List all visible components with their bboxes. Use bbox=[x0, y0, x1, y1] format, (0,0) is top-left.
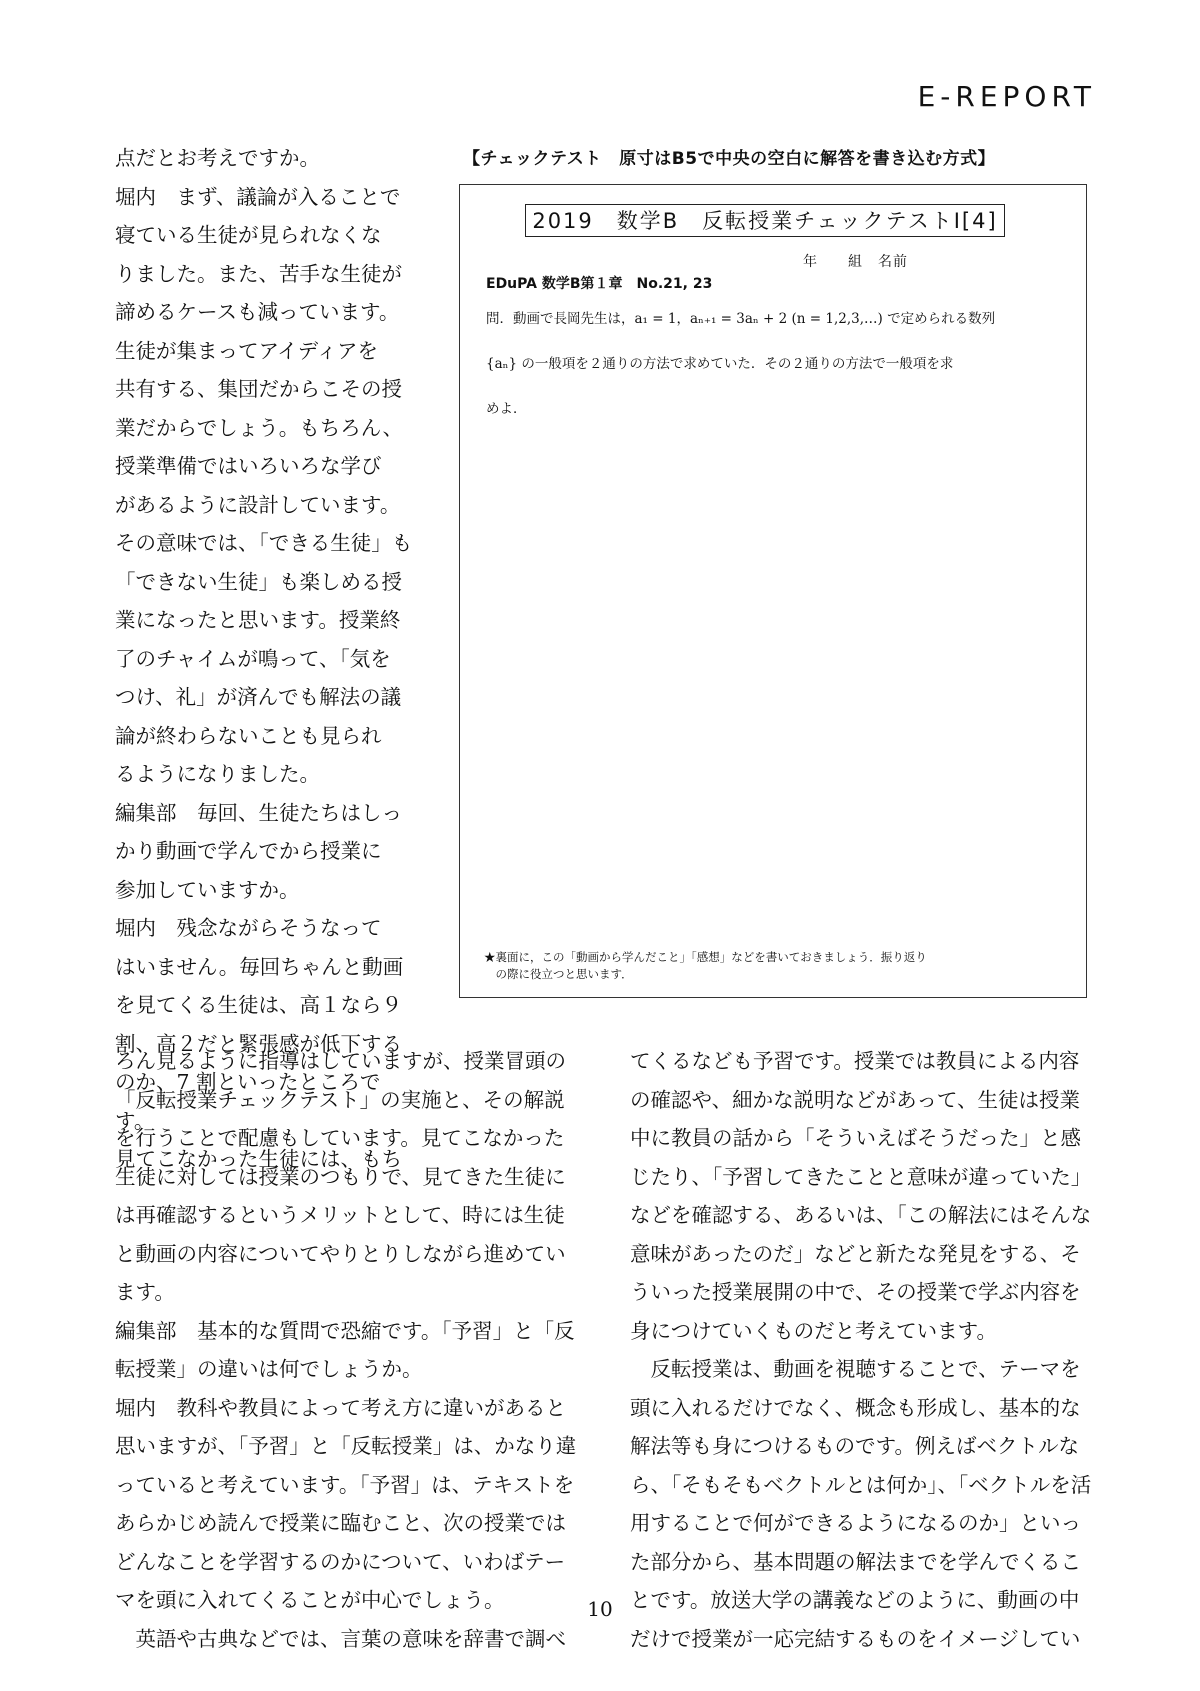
text-line: じたり、「予習してきたことと意味が違っていた」 bbox=[630, 1164, 1092, 1189]
text-line: 寝ている生徒が見られなくな bbox=[115, 223, 382, 247]
text-line: っていると考えています。「予習」は、テキストを bbox=[115, 1472, 575, 1497]
header-title: E-REPORT bbox=[917, 80, 1096, 113]
text-line: 「反転授業チェックテスト」の実施と、その解説 bbox=[115, 1087, 565, 1112]
text-line: 堀内 残念ながらそうなって bbox=[115, 916, 382, 940]
text-line: てくるなども予習です。授業では教員による内容 bbox=[630, 1049, 1080, 1073]
left-column bbox=[115, 139, 415, 1179]
text-line: を行うことで配慮もしています。見てこなかった bbox=[115, 1126, 565, 1150]
text-line: とです。放送大学の講義などのように、動画の中 bbox=[630, 1588, 1080, 1612]
note-line: の際に役立つと思います． bbox=[484, 967, 633, 981]
text-line: 了のチャイムが鳴って、「気を bbox=[115, 646, 391, 671]
text-line: 用することで何ができるようになるのか」といっ bbox=[630, 1511, 1081, 1535]
text-line: ら、「そもそもベクトルとは何か」、「ベクトルを活 bbox=[630, 1472, 1092, 1497]
text-line: 転授業」の違いは何でしょうか。 bbox=[115, 1357, 423, 1381]
text-line: 授業準備ではいろいろな学び bbox=[115, 454, 382, 478]
text-line: などを確認する、あるいは、「この解法にはそんな bbox=[630, 1203, 1092, 1227]
text-line: 割、高２だと緊張感が低下する bbox=[115, 1031, 402, 1056]
text-line: 編集部 毎回、生徒たちはしっ bbox=[115, 800, 402, 825]
text-line: 業だからでしょう。もちろん、 bbox=[115, 415, 404, 440]
text-line: 身につけていくものだと考えています。 bbox=[630, 1318, 997, 1343]
text-line: 点だとお考えですか。 bbox=[115, 146, 320, 170]
text-line: 生徒に対しては授業のつもりで、見てきた生徒に bbox=[115, 1164, 566, 1189]
text-line: た部分から、基本問題の解法までを学んでくるこ bbox=[630, 1549, 1081, 1574]
text-line: 頭に入れるだけでなく、概念も形成し、基本的な bbox=[630, 1395, 1081, 1420]
text-line: つけ、礼」が済んでも解法の議 bbox=[115, 685, 402, 709]
text-line: 解法等も身につけるものです。例えばベクトルな bbox=[630, 1434, 1079, 1458]
text-line: るようになりました。 bbox=[115, 762, 320, 786]
text-line: の確認や、細かな説明などがあって、生徒は授業 bbox=[630, 1087, 1080, 1112]
text-line: 論が終わらないことも見られ bbox=[115, 723, 382, 748]
text-line: ます。 bbox=[115, 1280, 175, 1304]
test-subtitle: EDuPA 数学B第１章 No.21, 23 bbox=[486, 276, 713, 292]
text-line: 堀内 まず、議論が入ることで bbox=[115, 184, 401, 209]
text-line: マを頭に入れてくることが中心でしょう。 bbox=[115, 1588, 505, 1612]
question-line: 問．動画で長岡先生は，a₁ = 1，aₙ₊₁ = 3aₙ + 2 (n = 1,2,3,…) で定められる数列 bbox=[486, 311, 996, 327]
question-line: めよ． bbox=[486, 401, 527, 417]
figure-caption: 【チェックテスト 原寸はB5で中央の空白に解答を書き込む方式】 bbox=[463, 149, 996, 169]
text-line: 生徒が集まってアイディアを bbox=[115, 338, 379, 363]
question-line: {aₙ} の一般項を２通りの方法で求めていた．その２通りの方法で一般項を求 bbox=[486, 356, 954, 372]
text-line: 諦めるケースも減っています。 bbox=[115, 300, 400, 324]
text-line: 「できない生徒」も楽しめる授 bbox=[115, 569, 402, 594]
bottom-right-column bbox=[630, 1042, 1102, 1658]
text-line: 編集部 基本的な質問で恐縮です。「予習」と「反 bbox=[115, 1318, 575, 1343]
text-line: のか、7 割といったところです。 bbox=[115, 1070, 381, 1133]
name-field-label: 年 組 名前 bbox=[803, 254, 908, 270]
text-line: ういった授業展開の中で、その授業で学ぶ内容を bbox=[630, 1280, 1081, 1304]
text-line: はいません。毎回ちゃんと動画 bbox=[115, 954, 404, 979]
text-line: 反転授業は、動画を視聴することで、テーマを bbox=[650, 1357, 1081, 1381]
text-line: ろん見るように指導はしていますが、授業冒頭の bbox=[115, 1049, 566, 1073]
text-line: 見てこなかった生徒には、もち bbox=[115, 1147, 402, 1171]
text-line: と動画の内容についてやりとりしながら進めてい bbox=[115, 1241, 566, 1266]
question-text bbox=[486, 297, 1046, 432]
text-line: を見てくる生徒は、高１なら９ bbox=[115, 993, 402, 1017]
text-line: 思いますが、「予習」と「反転授業」は、かなり違 bbox=[115, 1434, 577, 1458]
text-line: だけで授業が一応完結するものをイメージしてい bbox=[630, 1626, 1081, 1651]
note-line: ★裏面に，この「動画から学んだこと」「感想」などを書いておきましょう．振り返り bbox=[484, 950, 927, 964]
text-line: 意味があったのだ」などと新たな発見をする、そ bbox=[630, 1241, 1081, 1266]
page-number: 10 bbox=[587, 1597, 613, 1621]
check-test-figure bbox=[459, 184, 1087, 998]
text-line: かり動画で学んでから授業に bbox=[115, 839, 382, 863]
bottom-left-column bbox=[115, 1042, 587, 1658]
text-line: 業になったと思います。授業終 bbox=[115, 608, 401, 632]
text-line: があるように設計しています。 bbox=[115, 492, 401, 517]
text-line: どんなことを学習するのかについて、いわばテー bbox=[115, 1549, 566, 1574]
text-line: 英語や古典などでは、言葉の意味を辞書で調べ bbox=[135, 1626, 566, 1651]
text-line: 中に教員の話から「そういえばそうだった」と感 bbox=[630, 1126, 1081, 1150]
text-line: は再確認するというメリットとして、時には生徒 bbox=[115, 1203, 565, 1227]
text-line: 堀内 教科や教員によって考え方に違いがあると bbox=[115, 1395, 566, 1420]
text-line: その意味では、「できる生徒」も bbox=[115, 531, 413, 555]
text-line: りました。また、苦手な生徒が bbox=[115, 261, 402, 286]
text-line: 参加していますか。 bbox=[115, 877, 300, 902]
text-line: 共有する、集団だからこその授 bbox=[115, 377, 402, 401]
test-footnote bbox=[484, 949, 1064, 983]
test-title: 2019 数学B 反転授業チェックテストⅠ[4] bbox=[525, 204, 1005, 237]
text-line: あらかじめ読んで授業に臨むこと、次の授業では bbox=[115, 1511, 566, 1535]
